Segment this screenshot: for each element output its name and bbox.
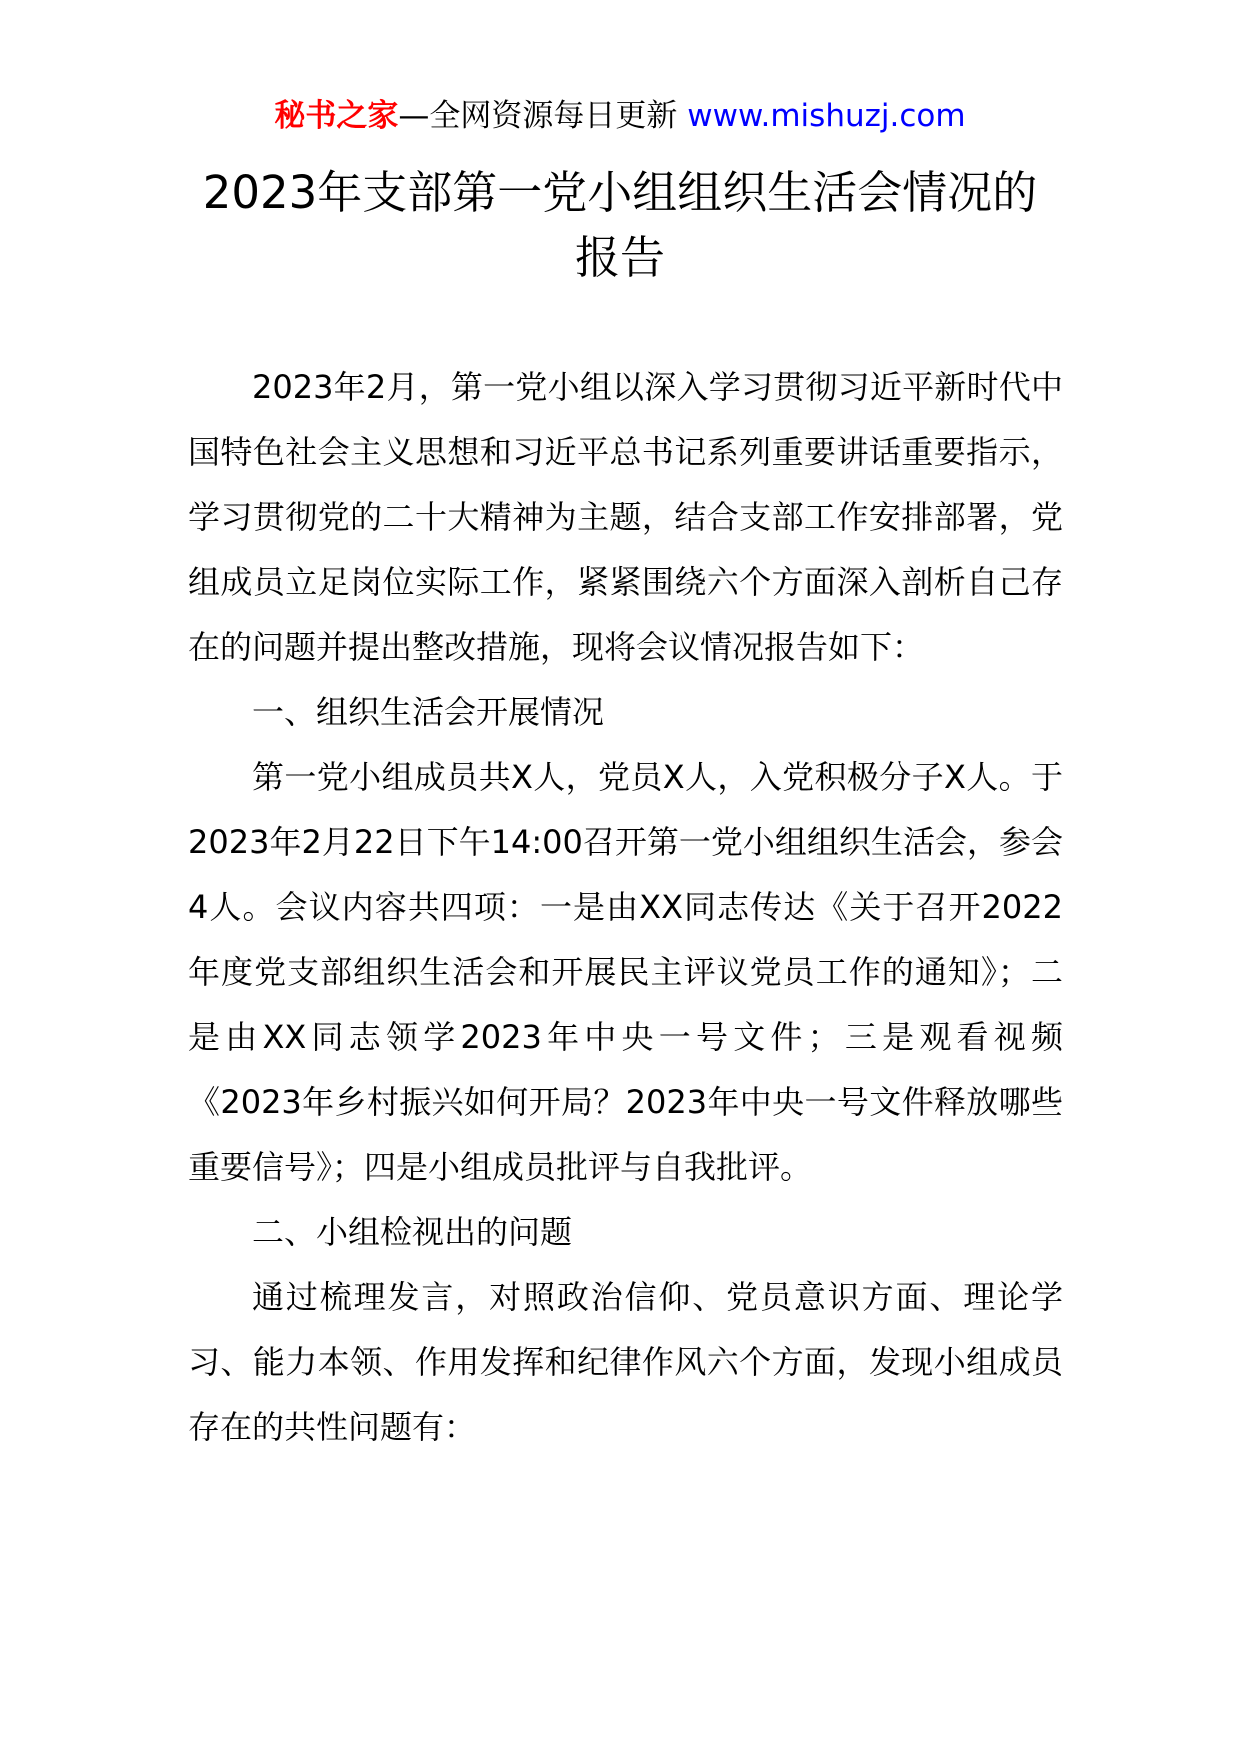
intro-paragraph: 2023年2月，第一党小组以深入学习贯彻习近平新时代中国特色社会主义思想和习近平总书记系列重要讲话重要指示，学习贯彻党的二十大精神为主题，结合支部工作安排部署，党组成员立足岗位实际工作，紧紧围绕六个方面深入剖析自己存在的问题并提出整改措施，现将会议情况报告如下：: [188, 368, 1063, 666]
document-title: [140, 160, 1100, 290]
title-line-2: 报告: [574, 231, 665, 284]
section-heading-1: 一、组织生活会开展情况: [252, 693, 605, 731]
title-line-1: 2023年支部第一党小组组织生活会情况的: [202, 166, 1038, 219]
brand-name: 秘书之家: [274, 98, 399, 134]
document-body: [188, 355, 1063, 1460]
meeting-details-paragraph: 第一党小组成员共X人，党员X人，入党积极分子X人。于2023年2月22日下午14:00召开第一党小组组织生活会，参会4人。会议内容共四项：一是由XX同志传达《关于召开2022年度党支部组织生活会和开展民主评议党员工作的通知》；二是由XX同志领学2023年中央一号文件；三是观看视频《2023年乡村振兴如何开局？2023年中央一号文件释放哪些重要信号》；四是小组成员批评与自我批评。: [188, 758, 1063, 1186]
website-link[interactable]: www.mishuzj.com: [687, 98, 966, 134]
section-heading-2: 二、小组检视出的问题: [252, 1213, 573, 1251]
header-slogan: —全网资源每日更新: [398, 98, 678, 134]
page-header: [0, 96, 1240, 136]
problems-intro-paragraph: 通过梳理发言，对照政治信仰、党员意识方面、理论学习、能力本领、作用发挥和纪律作风六个方面，发现小组成员存在的共性问题有：: [188, 1278, 1063, 1446]
